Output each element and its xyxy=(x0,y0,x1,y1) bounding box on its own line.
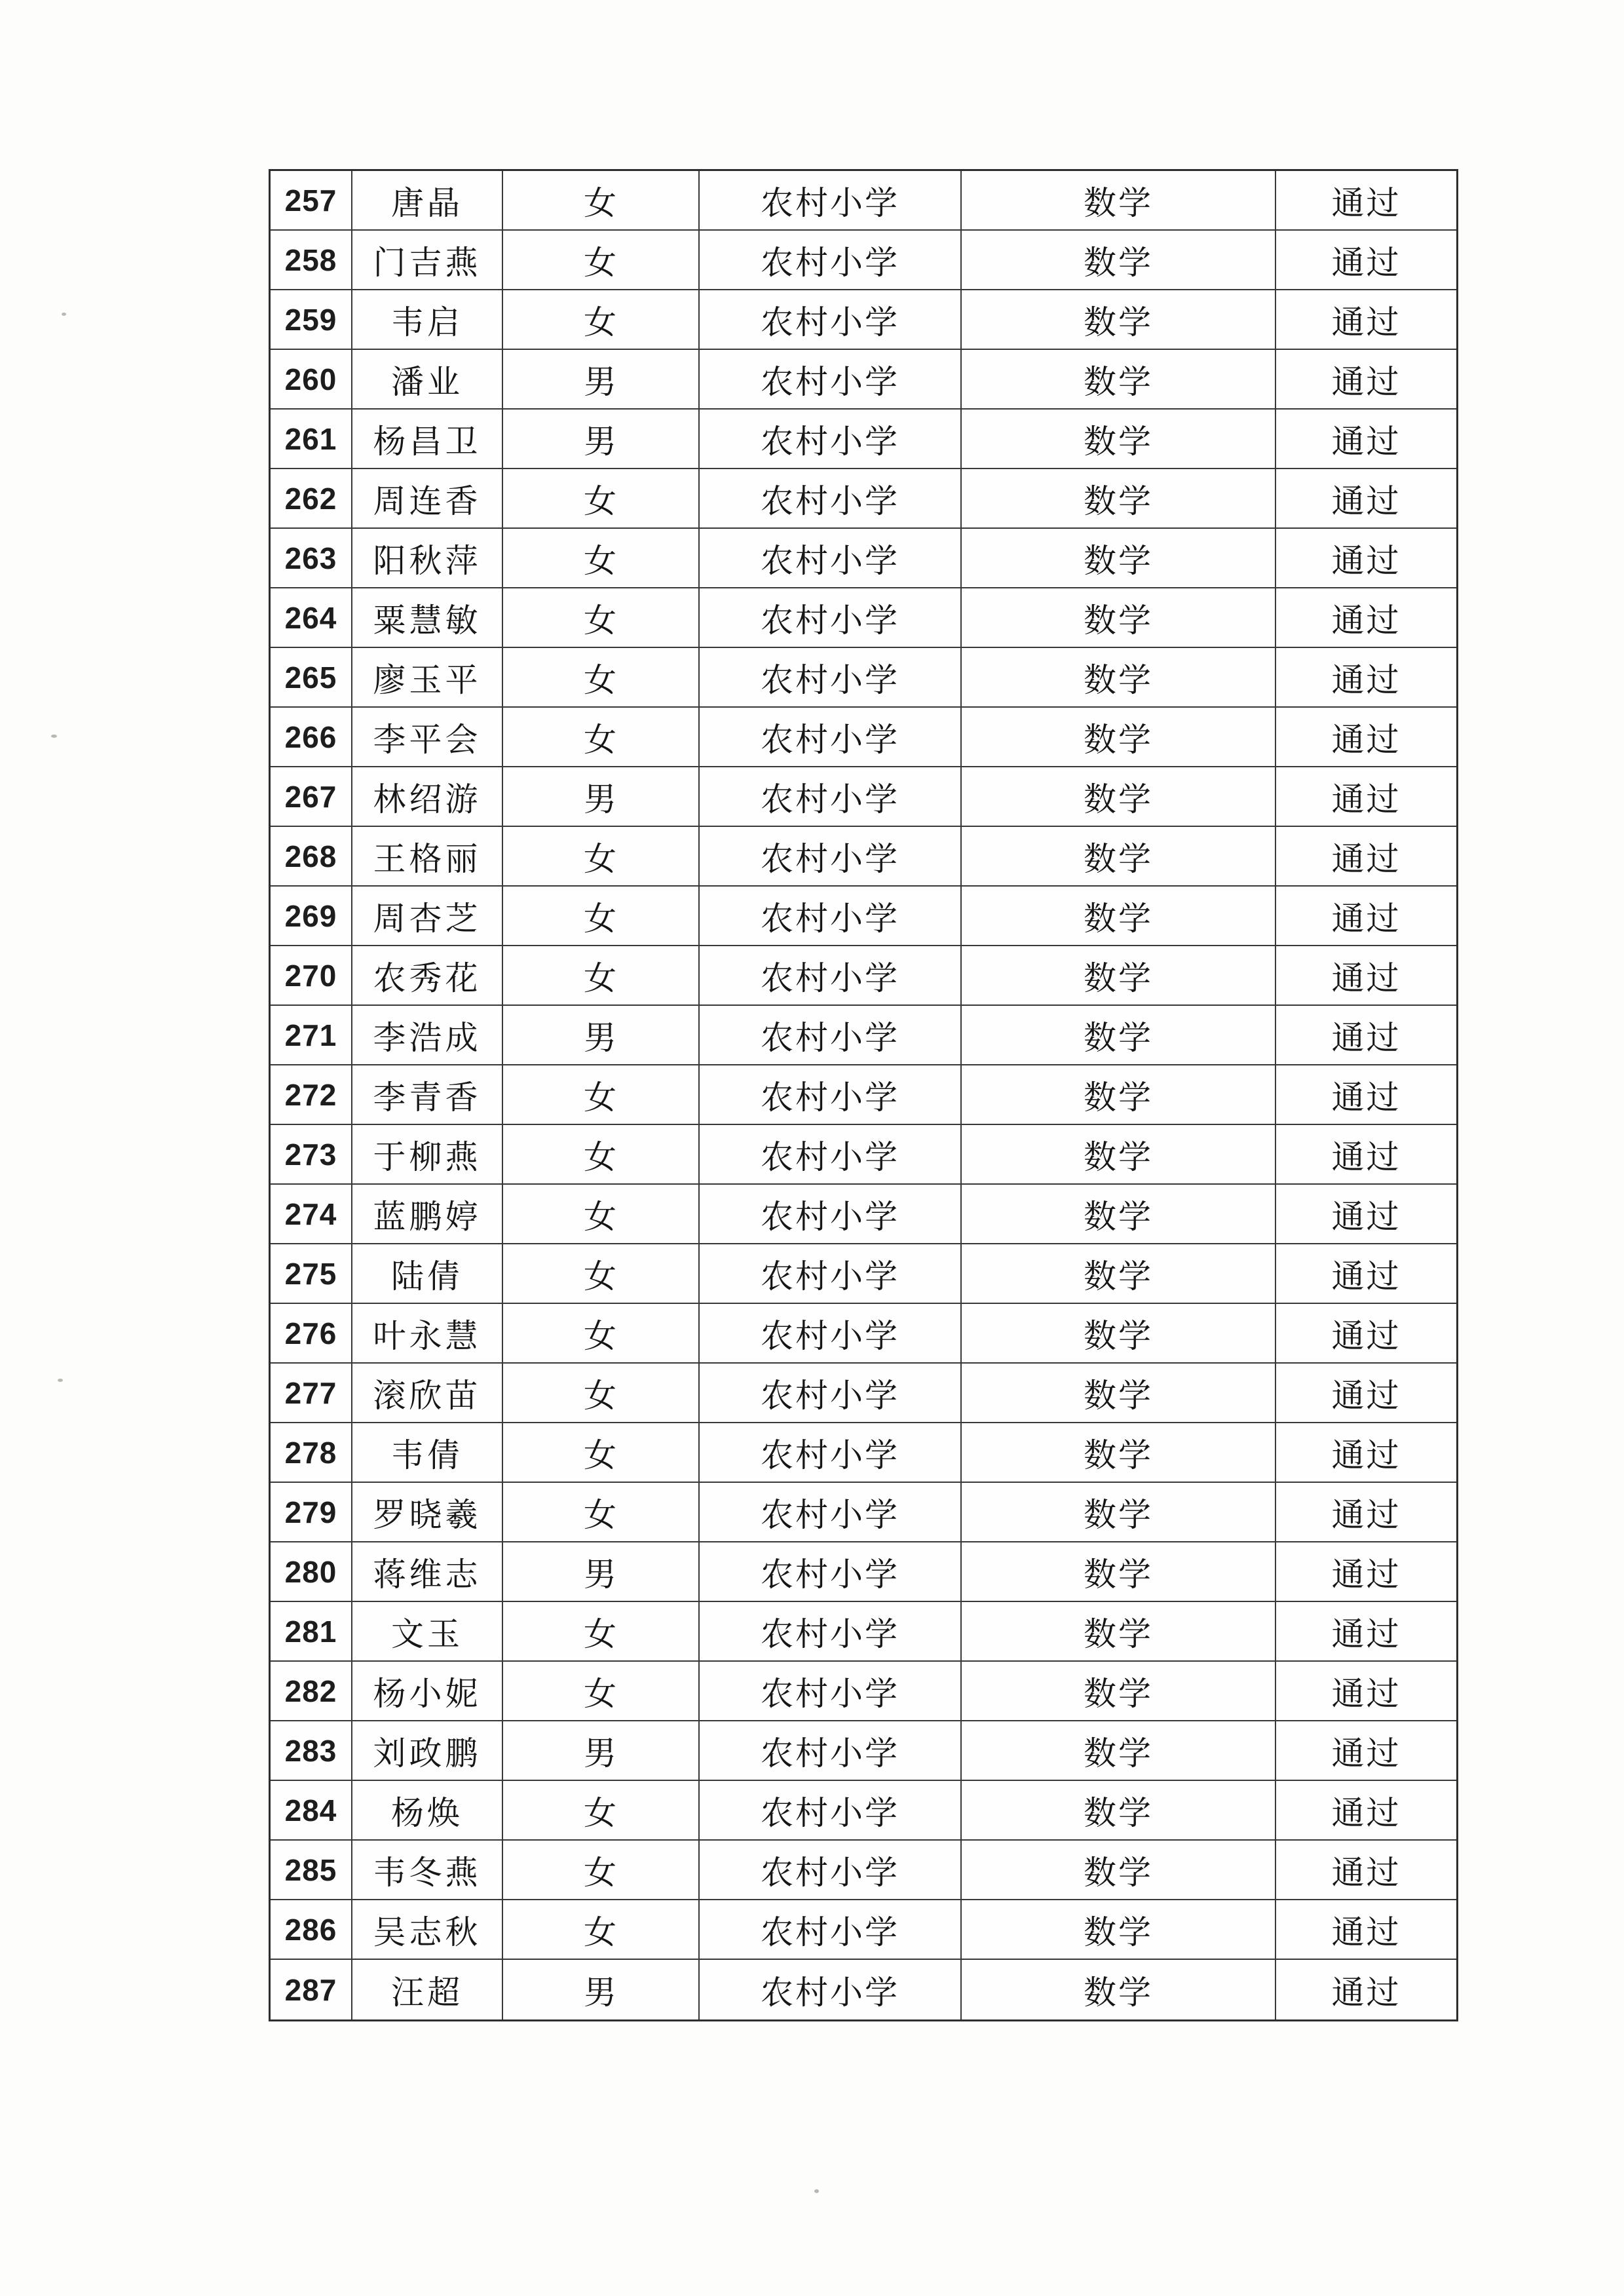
row-284-result-cell: 通过 xyxy=(1276,1781,1456,1841)
row-287-gender-cell: 男 xyxy=(503,1960,700,2019)
row-272-gender-cell: 女 xyxy=(503,1065,700,1125)
row-272-subject-cell: 数学 xyxy=(962,1065,1276,1125)
row-272-result-cell: 通过 xyxy=(1276,1065,1456,1125)
row-262-gender-cell: 女 xyxy=(503,469,700,529)
row-281-result-cell: 通过 xyxy=(1276,1602,1456,1662)
row-280-name-cell: 蒋维志 xyxy=(352,1542,503,1602)
row-275-gender-cell: 女 xyxy=(503,1244,700,1304)
row-284-school-cell: 农村小学 xyxy=(700,1781,962,1841)
row-259-number-cell: 259 xyxy=(271,290,352,350)
row-262-subject-cell: 数学 xyxy=(962,469,1276,529)
row-259-name-cell: 韦启 xyxy=(352,290,503,350)
row-263-result-cell: 通过 xyxy=(1276,529,1456,588)
row-275-result-cell: 通过 xyxy=(1276,1244,1456,1304)
row-259-result-cell: 通过 xyxy=(1276,290,1456,350)
row-281-gender-cell: 女 xyxy=(503,1602,700,1662)
row-261-school-cell: 农村小学 xyxy=(700,410,962,469)
row-273-subject-cell: 数学 xyxy=(962,1125,1276,1185)
row-275-number-cell: 275 xyxy=(271,1244,352,1304)
row-270-subject-cell: 数学 xyxy=(962,946,1276,1006)
row-259-gender-cell: 女 xyxy=(503,290,700,350)
row-268-name-cell: 王格丽 xyxy=(352,827,503,887)
row-285-result-cell: 通过 xyxy=(1276,1841,1456,1900)
row-264-name-cell: 粟慧敏 xyxy=(352,588,503,648)
row-269-result-cell: 通过 xyxy=(1276,887,1456,946)
row-286-number-cell: 286 xyxy=(271,1900,352,1960)
row-262-name-cell: 周连香 xyxy=(352,469,503,529)
row-286-name-cell: 吴志秋 xyxy=(352,1900,503,1960)
row-267-result-cell: 通过 xyxy=(1276,767,1456,827)
row-275-school-cell: 农村小学 xyxy=(700,1244,962,1304)
row-283-name-cell: 刘政鹏 xyxy=(352,1721,503,1781)
row-278-name-cell: 韦倩 xyxy=(352,1423,503,1483)
row-269-subject-cell: 数学 xyxy=(962,887,1276,946)
row-271-number-cell: 271 xyxy=(271,1006,352,1065)
row-264-number-cell: 264 xyxy=(271,588,352,648)
row-273-school-cell: 农村小学 xyxy=(700,1125,962,1185)
row-267-name-cell: 林绍游 xyxy=(352,767,503,827)
row-275-subject-cell: 数学 xyxy=(962,1244,1276,1304)
row-276-school-cell: 农村小学 xyxy=(700,1304,962,1364)
row-285-number-cell: 285 xyxy=(271,1841,352,1900)
row-274-result-cell: 通过 xyxy=(1276,1185,1456,1244)
row-259-subject-cell: 数学 xyxy=(962,290,1276,350)
row-284-number-cell: 284 xyxy=(271,1781,352,1841)
row-270-result-cell: 通过 xyxy=(1276,946,1456,1006)
row-283-number-cell: 283 xyxy=(271,1721,352,1781)
row-261-subject-cell: 数学 xyxy=(962,410,1276,469)
row-260-subject-cell: 数学 xyxy=(962,350,1276,410)
row-279-subject-cell: 数学 xyxy=(962,1483,1276,1542)
row-270-gender-cell: 女 xyxy=(503,946,700,1006)
row-286-subject-cell: 数学 xyxy=(962,1900,1276,1960)
row-271-gender-cell: 男 xyxy=(503,1006,700,1065)
row-263-number-cell: 263 xyxy=(271,529,352,588)
row-266-subject-cell: 数学 xyxy=(962,708,1276,767)
row-258-name-cell: 门吉燕 xyxy=(352,231,503,290)
row-261-result-cell: 通过 xyxy=(1276,410,1456,469)
row-262-number-cell: 262 xyxy=(271,469,352,529)
scan-speck xyxy=(58,1379,63,1382)
row-265-name-cell: 廖玉平 xyxy=(352,648,503,708)
row-281-number-cell: 281 xyxy=(271,1602,352,1662)
row-257-school-cell: 农村小学 xyxy=(700,171,962,231)
row-277-subject-cell: 数学 xyxy=(962,1364,1276,1423)
row-279-number-cell: 279 xyxy=(271,1483,352,1542)
row-273-gender-cell: 女 xyxy=(503,1125,700,1185)
row-258-school-cell: 农村小学 xyxy=(700,231,962,290)
row-277-result-cell: 通过 xyxy=(1276,1364,1456,1423)
row-271-school-cell: 农村小学 xyxy=(700,1006,962,1065)
row-268-school-cell: 农村小学 xyxy=(700,827,962,887)
row-282-number-cell: 282 xyxy=(271,1662,352,1721)
row-260-school-cell: 农村小学 xyxy=(700,350,962,410)
row-264-subject-cell: 数学 xyxy=(962,588,1276,648)
row-267-school-cell: 农村小学 xyxy=(700,767,962,827)
row-260-name-cell: 潘业 xyxy=(352,350,503,410)
row-267-number-cell: 267 xyxy=(271,767,352,827)
row-263-name-cell: 阳秋萍 xyxy=(352,529,503,588)
row-272-school-cell: 农村小学 xyxy=(700,1065,962,1125)
row-276-gender-cell: 女 xyxy=(503,1304,700,1364)
row-267-gender-cell: 男 xyxy=(503,767,700,827)
row-283-gender-cell: 男 xyxy=(503,1721,700,1781)
row-277-school-cell: 农村小学 xyxy=(700,1364,962,1423)
row-279-school-cell: 农村小学 xyxy=(700,1483,962,1542)
row-284-name-cell: 杨焕 xyxy=(352,1781,503,1841)
row-285-subject-cell: 数学 xyxy=(962,1841,1276,1900)
row-278-gender-cell: 女 xyxy=(503,1423,700,1483)
row-273-name-cell: 于柳燕 xyxy=(352,1125,503,1185)
row-281-school-cell: 农村小学 xyxy=(700,1602,962,1662)
row-285-school-cell: 农村小学 xyxy=(700,1841,962,1900)
row-270-school-cell: 农村小学 xyxy=(700,946,962,1006)
row-265-result-cell: 通过 xyxy=(1276,648,1456,708)
roster-table xyxy=(269,169,1458,2021)
row-282-subject-cell: 数学 xyxy=(962,1662,1276,1721)
row-282-result-cell: 通过 xyxy=(1276,1662,1456,1721)
row-287-number-cell: 287 xyxy=(271,1960,352,2019)
row-267-subject-cell: 数学 xyxy=(962,767,1276,827)
row-268-subject-cell: 数学 xyxy=(962,827,1276,887)
row-263-subject-cell: 数学 xyxy=(962,529,1276,588)
row-286-school-cell: 农村小学 xyxy=(700,1900,962,1960)
row-265-gender-cell: 女 xyxy=(503,648,700,708)
row-262-result-cell: 通过 xyxy=(1276,469,1456,529)
row-280-subject-cell: 数学 xyxy=(962,1542,1276,1602)
row-278-subject-cell: 数学 xyxy=(962,1423,1276,1483)
scan-speck xyxy=(814,2189,819,2193)
row-268-number-cell: 268 xyxy=(271,827,352,887)
row-266-number-cell: 266 xyxy=(271,708,352,767)
row-276-subject-cell: 数学 xyxy=(962,1304,1276,1364)
row-278-school-cell: 农村小学 xyxy=(700,1423,962,1483)
row-261-gender-cell: 男 xyxy=(503,410,700,469)
row-286-result-cell: 通过 xyxy=(1276,1900,1456,1960)
row-271-name-cell: 李浩成 xyxy=(352,1006,503,1065)
row-261-number-cell: 261 xyxy=(271,410,352,469)
row-259-school-cell: 农村小学 xyxy=(700,290,962,350)
row-275-name-cell: 陆倩 xyxy=(352,1244,503,1304)
row-281-name-cell: 文玉 xyxy=(352,1602,503,1662)
row-266-result-cell: 通过 xyxy=(1276,708,1456,767)
row-284-subject-cell: 数学 xyxy=(962,1781,1276,1841)
row-262-school-cell: 农村小学 xyxy=(700,469,962,529)
scan-speck xyxy=(51,735,57,738)
row-287-name-cell: 汪超 xyxy=(352,1960,503,2019)
row-280-result-cell: 通过 xyxy=(1276,1542,1456,1602)
row-269-number-cell: 269 xyxy=(271,887,352,946)
row-287-subject-cell: 数学 xyxy=(962,1960,1276,2019)
row-257-number-cell: 257 xyxy=(271,171,352,231)
row-274-gender-cell: 女 xyxy=(503,1185,700,1244)
row-268-gender-cell: 女 xyxy=(503,827,700,887)
row-277-name-cell: 滚欣苗 xyxy=(352,1364,503,1423)
row-282-gender-cell: 女 xyxy=(503,1662,700,1721)
row-268-result-cell: 通过 xyxy=(1276,827,1456,887)
row-274-subject-cell: 数学 xyxy=(962,1185,1276,1244)
row-269-gender-cell: 女 xyxy=(503,887,700,946)
row-274-school-cell: 农村小学 xyxy=(700,1185,962,1244)
row-265-number-cell: 265 xyxy=(271,648,352,708)
row-277-gender-cell: 女 xyxy=(503,1364,700,1423)
row-287-school-cell: 农村小学 xyxy=(700,1960,962,2019)
row-258-number-cell: 258 xyxy=(271,231,352,290)
row-274-name-cell: 蓝鹏婷 xyxy=(352,1185,503,1244)
row-280-school-cell: 农村小学 xyxy=(700,1542,962,1602)
row-281-subject-cell: 数学 xyxy=(962,1602,1276,1662)
row-280-gender-cell: 男 xyxy=(503,1542,700,1602)
row-260-number-cell: 260 xyxy=(271,350,352,410)
row-258-subject-cell: 数学 xyxy=(962,231,1276,290)
row-266-name-cell: 李平会 xyxy=(352,708,503,767)
row-274-number-cell: 274 xyxy=(271,1185,352,1244)
row-272-number-cell: 272 xyxy=(271,1065,352,1125)
row-257-subject-cell: 数学 xyxy=(962,171,1276,231)
row-283-school-cell: 农村小学 xyxy=(700,1721,962,1781)
row-279-result-cell: 通过 xyxy=(1276,1483,1456,1542)
row-280-number-cell: 280 xyxy=(271,1542,352,1602)
row-260-result-cell: 通过 xyxy=(1276,350,1456,410)
row-270-number-cell: 270 xyxy=(271,946,352,1006)
row-258-gender-cell: 女 xyxy=(503,231,700,290)
row-277-number-cell: 277 xyxy=(271,1364,352,1423)
row-278-result-cell: 通过 xyxy=(1276,1423,1456,1483)
scan-speck xyxy=(62,313,66,316)
row-278-number-cell: 278 xyxy=(271,1423,352,1483)
row-264-result-cell: 通过 xyxy=(1276,588,1456,648)
row-271-subject-cell: 数学 xyxy=(962,1006,1276,1065)
row-258-result-cell: 通过 xyxy=(1276,231,1456,290)
row-283-subject-cell: 数学 xyxy=(962,1721,1276,1781)
row-273-number-cell: 273 xyxy=(271,1125,352,1185)
row-279-name-cell: 罗晓羲 xyxy=(352,1483,503,1542)
row-286-gender-cell: 女 xyxy=(503,1900,700,1960)
row-263-gender-cell: 女 xyxy=(503,529,700,588)
row-273-result-cell: 通过 xyxy=(1276,1125,1456,1185)
row-272-name-cell: 李青香 xyxy=(352,1065,503,1125)
row-284-gender-cell: 女 xyxy=(503,1781,700,1841)
row-257-gender-cell: 女 xyxy=(503,171,700,231)
row-287-result-cell: 通过 xyxy=(1331,1974,1401,2011)
row-279-gender-cell: 女 xyxy=(503,1483,700,1542)
row-282-name-cell: 杨小妮 xyxy=(352,1662,503,1721)
row-285-name-cell: 韦冬燕 xyxy=(352,1841,503,1900)
row-269-name-cell: 周杏芝 xyxy=(352,887,503,946)
row-266-gender-cell: 女 xyxy=(503,708,700,767)
row-264-gender-cell: 女 xyxy=(503,588,700,648)
row-285-gender-cell: 女 xyxy=(503,1841,700,1900)
row-270-name-cell: 农秀花 xyxy=(352,946,503,1006)
row-263-school-cell: 农村小学 xyxy=(700,529,962,588)
row-276-name-cell: 叶永慧 xyxy=(352,1304,503,1364)
row-276-result-cell: 通过 xyxy=(1276,1304,1456,1364)
row-282-school-cell: 农村小学 xyxy=(700,1662,962,1721)
row-260-gender-cell: 男 xyxy=(503,350,700,410)
row-257-result-cell: 通过 xyxy=(1276,171,1456,231)
row-269-school-cell: 农村小学 xyxy=(700,887,962,946)
row-266-school-cell: 农村小学 xyxy=(700,708,962,767)
row-276-number-cell: 276 xyxy=(271,1304,352,1364)
row-271-result-cell: 通过 xyxy=(1276,1006,1456,1065)
row-265-school-cell: 农村小学 xyxy=(700,648,962,708)
row-265-subject-cell: 数学 xyxy=(962,648,1276,708)
row-264-school-cell: 农村小学 xyxy=(700,588,962,648)
row-257-name-cell: 唐晶 xyxy=(352,171,503,231)
row-283-result-cell: 通过 xyxy=(1276,1721,1456,1781)
row-261-name-cell: 杨昌卫 xyxy=(352,410,503,469)
